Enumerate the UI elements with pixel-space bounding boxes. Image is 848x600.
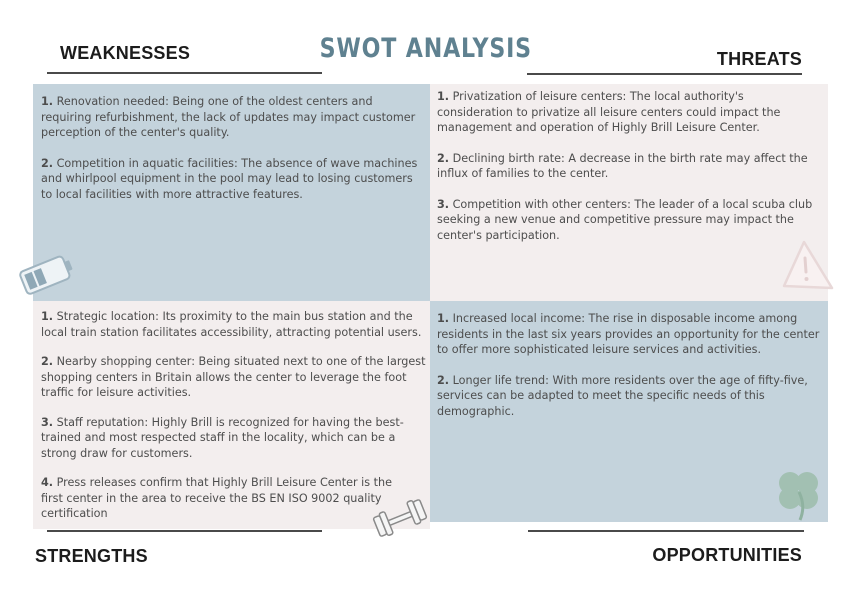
- weakness-item: 1. Renovation needed: Being one of the oldest centers and requiring refurbishment, the lack of updates may impact customer perception of the center's quality.: [41, 95, 416, 139]
- threats-panel: [430, 84, 828, 301]
- opportunities-panel: [430, 301, 828, 522]
- strength-item: 2. Nearby shopping center: Being situated next to one of the largest shopping centers in Britain allows the center to leverage the foot traffic for leisure activities.: [41, 355, 426, 399]
- dumbbell-icon: [368, 498, 432, 538]
- threats-heading: THREATS: [716, 49, 802, 69]
- strength-item: 4. Press releases confirm that Highly Brill Leisure Center is the first center in the area to receive the BS EN ISO 9002 quality certification: [41, 476, 393, 520]
- opportunities-rule: [528, 530, 804, 532]
- threats-rule: [527, 73, 802, 75]
- battery-icon: [16, 250, 80, 300]
- strength-item: 1. Strategic location: Its proximity to the main bus station and the local train station facilitates accessibility, attracting potential users.: [41, 310, 422, 339]
- weakness-item: 2. Competition in aquatic facilities: The absence of wave machines and whirlpool equipment in the pool may lead to losing customers to local facilities with more attractive features.: [41, 156, 418, 201]
- weaknesses-rule: [47, 72, 322, 74]
- strength-item: 3. Staff reputation: Highly Brill is recognized for having the best-trained and most respected staff in the locality, which can be a strong draw for customers.: [41, 415, 404, 460]
- warning-icon: [780, 236, 836, 294]
- page-title: SWOT ANALYSIS: [319, 33, 532, 64]
- threat-item: 1. Privatization of leisure centers: The local authority's consideration to privatize all leisure centers could impact the management and operation of Highly Brill Leisure Center.: [437, 90, 781, 134]
- strengths-heading: STRENGTHS: [35, 546, 148, 566]
- opportunities-heading: OPPORTUNITIES: [652, 545, 802, 565]
- strengths-rule: [47, 530, 322, 532]
- weaknesses-panel: [33, 84, 430, 301]
- opportunity-item: 2. Longer life trend: With more residents over the age of fifty-five, services can be adapted to meet the specific needs of this demographic.: [437, 373, 808, 418]
- opportunity-item: 1. Increased local income: The rise in disposable income among residents in the last six years provides an opportunity for the center to offer more sophisticated leisure services and activities.: [437, 312, 820, 356]
- threat-item: 2. Declining birth rate: A decrease in the birth rate may affect the influx of families to the center.: [437, 151, 808, 180]
- weaknesses-heading: WEAKNESSES: [60, 43, 191, 63]
- threat-item: 3. Competition with other centers: The leader of a local scuba club seeking a new venue and competitive pressure may impact the center's participation.: [437, 197, 813, 242]
- clover-icon: [770, 464, 828, 522]
- strengths-panel: [33, 301, 430, 529]
